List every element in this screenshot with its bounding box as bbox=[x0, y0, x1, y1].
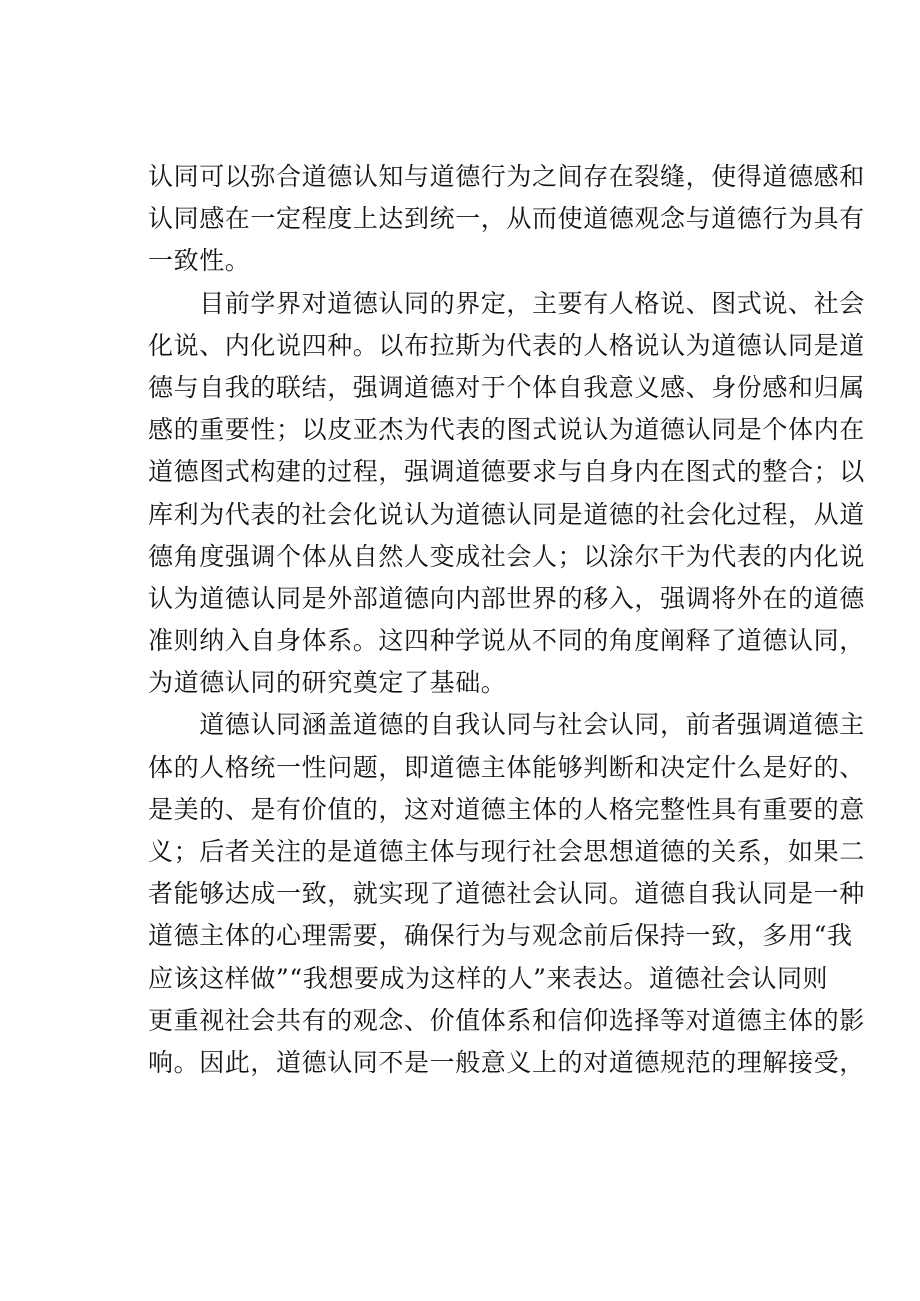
text-line: 义；后者关注的是道德主体与现行社会思想道德的关系，如果二 bbox=[148, 837, 865, 866]
text-line: 目前学界对道德认同的界定，主要有人格说、图式说、社会 bbox=[148, 288, 865, 318]
text-line: 者能够达成一致，就实现了道德社会认同。道德自我认同是一种 bbox=[148, 879, 865, 909]
text-line: 道德图式构建的过程，强调道德要求与自身内在图式的整合；以 bbox=[148, 457, 865, 487]
text-line: 化说、内化说四种。以布拉斯为代表的人格说认为道德认同是道 bbox=[148, 330, 865, 360]
text-line: 一致性。 bbox=[148, 246, 251, 276]
text-line: 认为道德认同是外部道德向内部世界的移入，强调将外在的道德 bbox=[148, 583, 865, 613]
text-line: 道德主体的心理需要，确保行为与观念前后保持一致，多用“我 bbox=[148, 921, 853, 951]
body-text bbox=[148, 156, 865, 1084]
text-line: 准则纳入自身体系。这四种学说从不同的角度阐释了道德认同， bbox=[148, 626, 865, 656]
text-line: 德与自我的联结，强调道德对于个体自我意义感、身份感和归属 bbox=[148, 372, 865, 402]
text-line: 体的人格统一性问题，即道德主体能够判断和决定什么是好的、 bbox=[148, 752, 865, 782]
text-line: 认同感在一定程度上达到统一，从而使道德观念与道德行为具有 bbox=[148, 204, 865, 234]
text-line: 库利为代表的社会化说认为道德认同是道德的社会化过程，从道 bbox=[148, 499, 865, 529]
text-line: 德角度强调个体从自然人变成社会人；以涂尔干为代表的内化说 bbox=[148, 541, 865, 571]
text-line: 更重视社会共有的观念、价值体系和信仰选择等对道德主体的影 bbox=[148, 1005, 865, 1035]
text-line: 感的重要性；以皮亚杰为代表的图式说认为道德认同是个体内在 bbox=[148, 415, 865, 445]
text-line: 认同可以弥合道德认知与道德行为之间存在裂缝，使得道德感和 bbox=[148, 162, 865, 191]
text-line: 应该这样做”“我想要成为这样的人”来表达。道德社会认同则 bbox=[148, 963, 829, 993]
text-line: 是美的、是有价值的，这对道德主体的人格完整性具有重要的意 bbox=[148, 794, 865, 824]
text-line: 响。因此，道德认同不是一般意义上的对道德规范的理解接受， bbox=[148, 1047, 865, 1077]
text-line: 道德认同涵盖道德的自我认同与社会认同，前者强调道德主 bbox=[148, 710, 865, 740]
text-line: 为道德认同的研究奠定了基础。 bbox=[148, 668, 507, 698]
